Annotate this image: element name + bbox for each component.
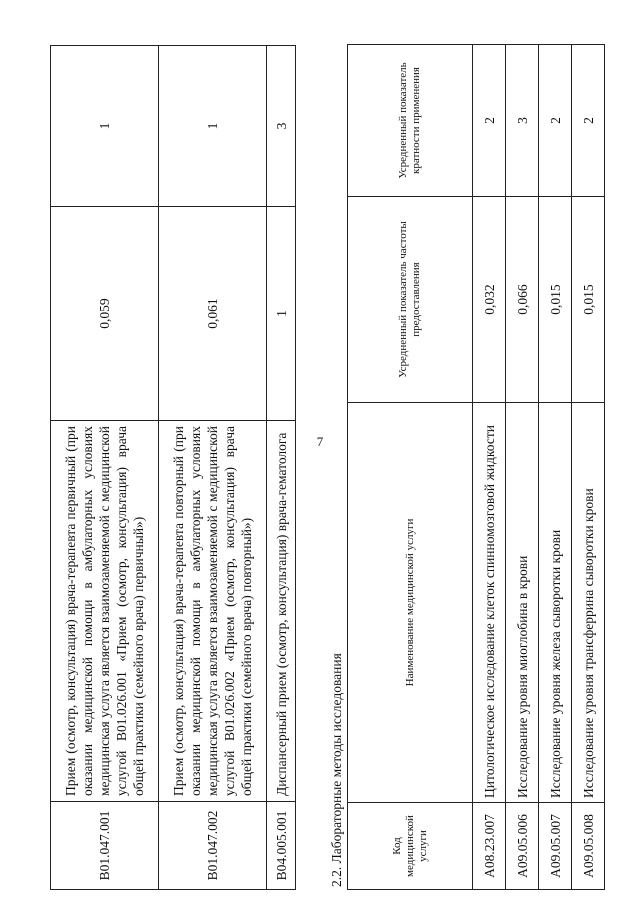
header-frequency: Усредненный показатель частоты предоставления — [348, 197, 473, 403]
service-name: Диспансерный прием (осмотр, консультация) врача-гематолога — [267, 421, 296, 802]
service-name: Исследование уровня миоглобина в крови — [506, 403, 539, 803]
table-row — [539, 45, 572, 890]
service-code: A09.05.007 — [539, 803, 572, 890]
page-number: 7 — [316, 434, 324, 449]
frequency-value: 0,032 — [473, 197, 506, 403]
table-row — [473, 45, 506, 890]
multiplicity-value: 2 — [539, 45, 572, 197]
frequency-value: 0,015 — [572, 197, 605, 403]
multiplicity-value: 2 — [473, 45, 506, 197]
header-multiplicity: Усредненный показатель кратности применения — [348, 45, 473, 197]
header-code: Код медицинской услуги — [348, 803, 473, 890]
rotated-document-sheet — [50, 45, 596, 890]
frequency-value: 1 — [267, 207, 296, 421]
service-code: A08.23.007 — [473, 803, 506, 890]
service-name: Прием (осмотр, консультация) врача-терапевта первичный (при оказании медицинской помощи в амбулаторных условиях медицинская услуга является взаимозаменяемой с медицинской услугой B01.026.001 «Прием (осмотр, консультация) врача общей практики (семейного врача) первичный») — [51, 421, 159, 802]
section-heading: 2.2. Лабораторные методы исследования — [329, 653, 344, 887]
table-row — [572, 45, 605, 890]
frequency-value: 0,059 — [51, 207, 159, 421]
service-code: B01.047.002 — [159, 802, 267, 890]
service-code: A09.05.006 — [506, 803, 539, 890]
service-name: Исследование уровня трансферрина сыворотки крови — [572, 403, 605, 803]
table-row — [267, 46, 296, 890]
service-name: Прием (осмотр, консультация) врача-терапевта повторный (при оказании медицинской помощи в амбулаторных условиях медицинская услуга является взаимозаменяемой с медицинской услугой B01.026.002 «Прием (осмотр, консультация) врача общей практики (семейного врача) повторный») — [159, 421, 267, 802]
consultations-table — [50, 45, 296, 890]
frequency-value: 0,061 — [159, 207, 267, 421]
table-header-row — [348, 45, 473, 890]
table-row — [159, 46, 267, 890]
multiplicity-value: 1 — [159, 46, 267, 207]
table-row — [51, 46, 159, 890]
service-code: B01.047.001 — [51, 802, 159, 890]
multiplicity-value: 2 — [572, 45, 605, 197]
service-name: Цитологическое исследование клеток спинномозговой жидкости — [473, 403, 506, 803]
frequency-value: 0,066 — [506, 197, 539, 403]
service-name: Исследование уровня железа сыворотки крови — [539, 403, 572, 803]
service-code: B04.005.001 — [267, 802, 296, 890]
lab-methods-table — [347, 44, 605, 890]
multiplicity-value: 1 — [51, 46, 159, 207]
frequency-value: 0,015 — [539, 197, 572, 403]
table-row — [506, 45, 539, 890]
service-code: A09.05.008 — [572, 803, 605, 890]
header-name: Наименование медицинской услуги — [348, 403, 473, 803]
multiplicity-value: 3 — [267, 46, 296, 207]
multiplicity-value: 3 — [506, 45, 539, 197]
